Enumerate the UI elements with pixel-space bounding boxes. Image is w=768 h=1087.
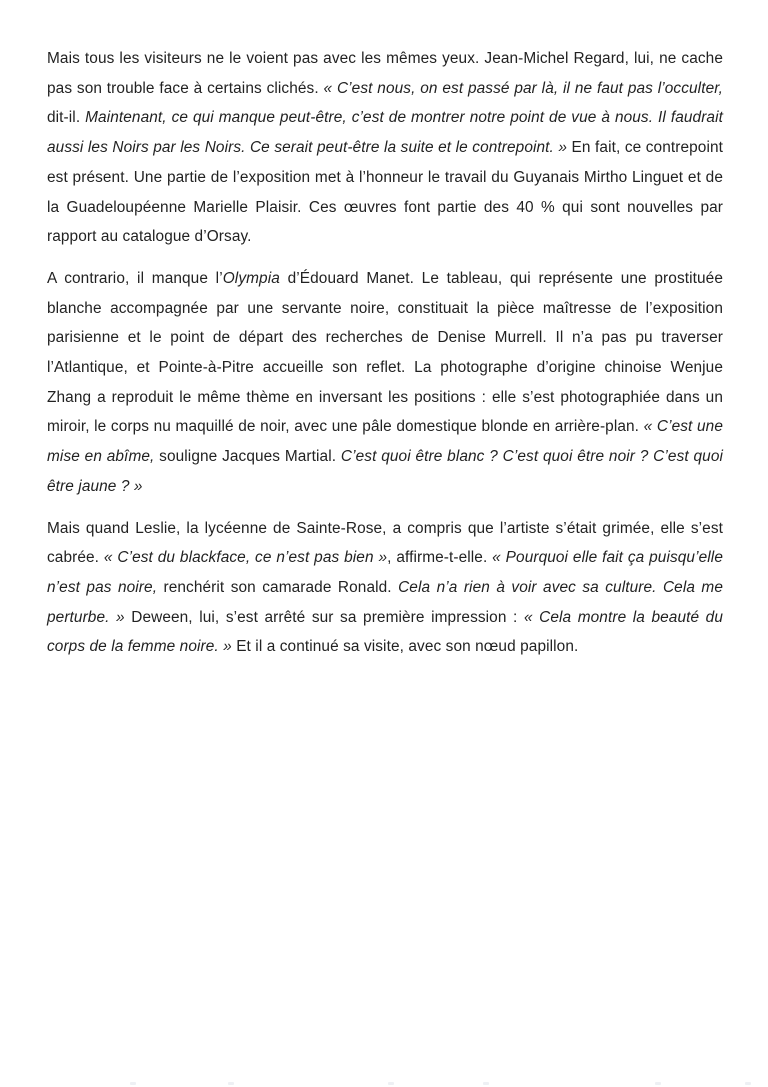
italic-quote-run: « Pourquoi elle fait ça puisqu’elle n’est pas noire, [47, 549, 723, 596]
text-run: A contrario, il manque l’ [47, 269, 223, 287]
text-run: d’Édouard Manet. Le tableau, qui représente une prostituée blanche accompagnée par une servante noire, constituait la pièce maîtresse de l’exposition parisienne et le point de départ des recherches de Denise Murrell. Il n’a pas pu traverser l’Atlantique, et Pointe-à-Pitre accueille son reflet. La photographe d’origine chinoise Wenjue Zhang a reproduit le même thème en inversant les positions : elle s’est photographiée dans un miroir, le corps nu maquillé de noir, avec une pâle domestique blonde en arrière-plan. [47, 269, 723, 436]
italic-quote-run: « C’est du blackface, ce n’est pas bien » [103, 549, 388, 567]
italic-quote-run: « Cela montre la beauté du corps de la femme noire. » [47, 608, 723, 656]
text-run: En fait, ce contrepoint est présent. Une partie de l’exposition met à l’honneur le travail du Guyanais Mirtho Linguet et de la Guadeloupéenne Marielle Plaisir. Ces œuvres font partie des 40 % qui sont nouvelles par rapport au catalogue d’Orsay. [47, 139, 724, 246]
cropped-text-artifact-dot [130, 1082, 136, 1085]
text-run: dit-il. [47, 109, 86, 127]
text-run: Et il a continué sa visite, avec son nœud papillon. [236, 638, 579, 656]
text-run: Deween, lui, s’est arrêté sur sa première impression : [131, 608, 524, 626]
italic-quote-run: Maintenant, ce qui manque peut-être, c’est de montrer notre point de vue à nous. Il faudrait aussi les Noirs par les Noirs. Ce serait peut-être la suite et le contrepoint. » [47, 109, 723, 157]
cropped-text-artifact-dot [388, 1082, 394, 1085]
cropped-text-artifact-dot [745, 1082, 751, 1085]
paragraph-2 [47, 264, 723, 502]
text-run: Mais tous les visiteurs ne le voient pas avec les mêmes yeux. Jean-Michel Regard, lui, ne cache pas son trouble face à certains clichés. [47, 50, 723, 97]
italic-quote-run: Olympia [222, 269, 280, 287]
italic-quote-run: Cela n’a rien à voir avec sa culture. Cela me perturbe. » [47, 578, 723, 626]
italic-quote-run: « C’est nous, on est passé par là, il ne faut pas l’occulter, [323, 79, 723, 97]
italic-quote-run: C’est quoi être blanc ? C’est quoi être noir ? C’est quoi être jaune ? » [47, 448, 724, 495]
article-body [47, 44, 723, 674]
paragraph-3 [47, 514, 723, 663]
text-run: souligne Jacques Martial. [159, 448, 341, 466]
text-run: Mais quand Leslie, la lycéenne de Sainte-Rose, a compris que l’artiste s’était grimée, elle s’est cabrée. [47, 519, 723, 567]
cropped-text-artifact-dot [228, 1082, 234, 1085]
text-run: renchérit son camarade Ronald. [163, 578, 399, 596]
italic-quote-run: « C’est une mise en abîme, [47, 418, 723, 466]
cropped-text-artifact-dot [483, 1082, 489, 1085]
cropped-text-artifact-dot [655, 1082, 661, 1085]
paragraph-1 [47, 44, 723, 252]
text-run: , affirme-t-elle. [387, 549, 493, 567]
